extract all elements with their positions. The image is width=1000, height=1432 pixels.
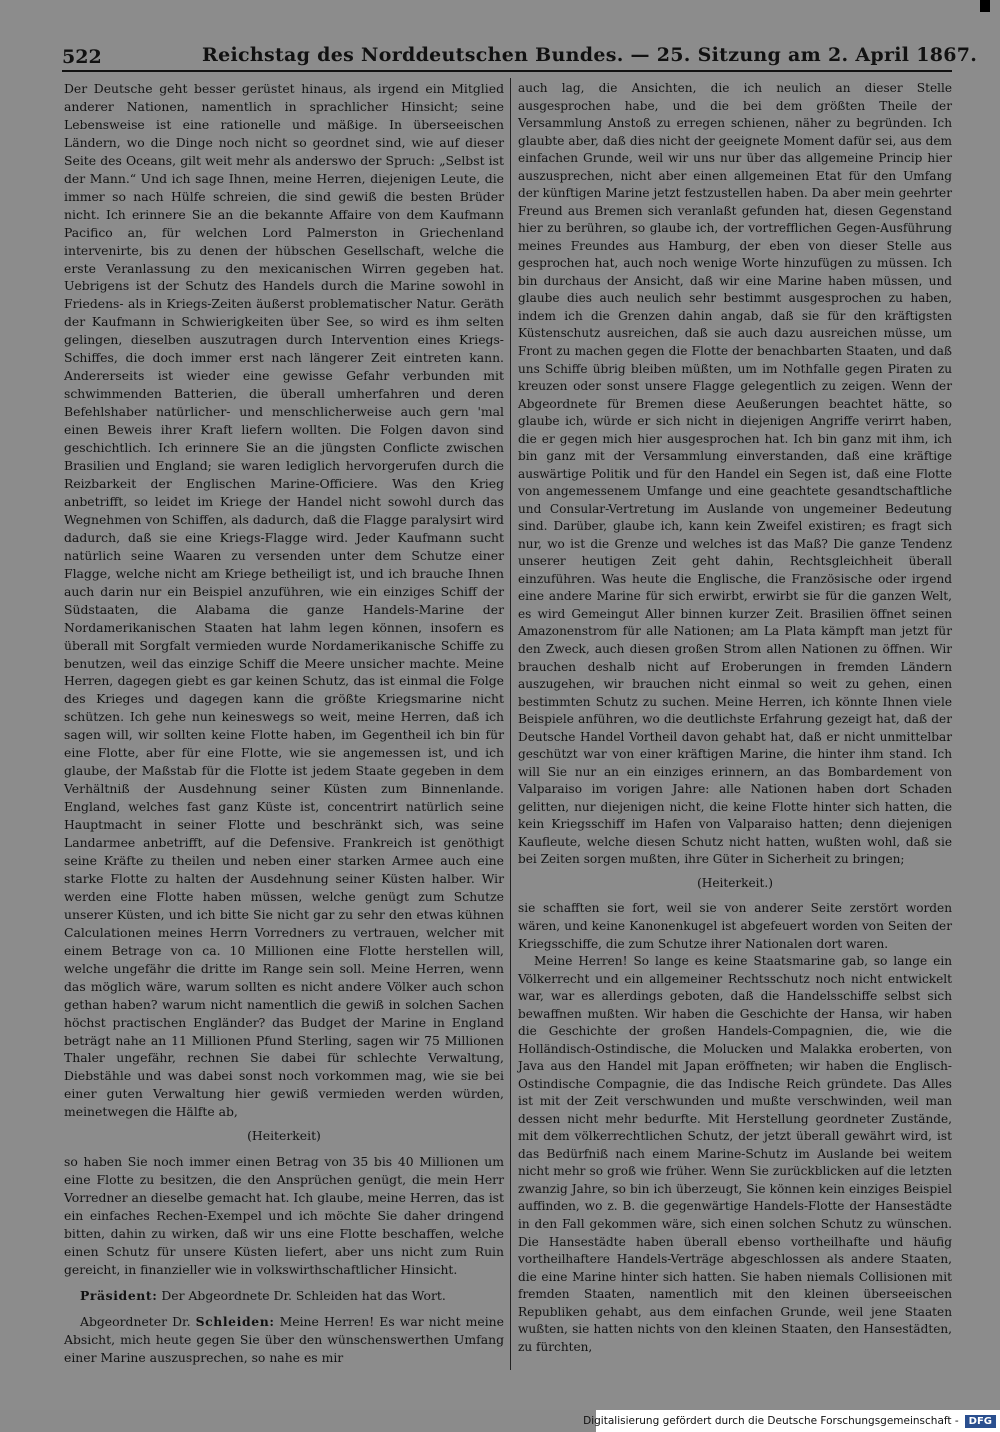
page-header [62,40,978,72]
president-statement [64,1287,504,1305]
column-divider [510,78,511,1370]
funding-credit: Digitalisierung gefördert durch die Deutsche Forschungsgemeinschaft - [583,1415,959,1427]
speaker-prefix: Abgeordneter Dr. [80,1313,196,1329]
stage-direction-laughter: (Heiterkeit) [247,1128,321,1144]
speaker-statement [64,1313,504,1367]
right-column [518,80,952,1356]
digitization-footer [583,1410,1000,1432]
right-paragraph-1: auch lag, die Ansichten, die ich neulich an dieser Stelle ausgesprochen habe, und die bei dem größten Theile der Versammlung Anstoß zu erregen schienen, näher zu begründen. Ich glaubte aber, daß dies nicht der geeignete Moment dafür sei, aus dem einfachen Grunde, weil wir uns nur über das allgemeine Princip hier auszusprechen, nicht aber einen allgemeinen Etat für den Umfang der künftigen Marine jetzt festzustellen haben. Da aber mein geehrter Freund aus Bremen sich veranlaßt gefunden hat, diesen Gegenstand hier zu berühren, so glaube ich, der vortrefflichen Gegen-Ausführung meines Freundes aus Hamburg, der eben von dieser Stelle aus gesprochen hat, auch noch wenige Worte hinzufügen zu müssen. Ich bin durchaus der Ansicht, daß wir eine Marine haben müssen, und glaube dies auch neulich sehr bestimmt ausgesprochen zu haben, indem ich die Grenzen dahin angab, daß sie für den kräftigsten Küstenschutz ausreichen, daß sie auch dazu ausreichen müsse, um Front zu machen gegen die Flotte der benachbarten Staaten, und daß uns Schiffe übrig bleiben müßten, um im Nothfalle gegen Piraten zu kreuzen oder sonst unsere Flagge gelegentlich zu zeigen. Wenn der Abgeordnete für Bremen diese Aeußerungen beachtet hätte, so glaube ich, würde er sich nicht in diejenigen Angriffe verirrt haben, die er gegen mich hier ausgesprochen hat. Ich bin ganz mit ihm, ich bin ganz mit der Versammlung einverstanden, daß eine kräftige auswärtige Politik und für den Handel ein Segen ist, daß eine Flotte von angemessenem Umfange und eine geachtete gesandtschaftliche und Consular-Vertretung im Auslande von ungemeiner Bedeutung sind. Darüber, glaube ich, kann kein Zweifel existiren; es fragt sich nur, wo ist die Grenze und welches ist das Maß? Die ganze Tendenz unserer heutigen Zeit geht dahin, Rechtsgleichheit überall einzuführen. Was heute die Englische, die Französische oder irgend eine andere Marine für sich erwirbt, erwirbt sie für die ganzen Welt, es wird Gemeingut Aller binnen kurzer Zeit. Brasilien öffnet seinen Amazonenstrom für alle Nationen; am La Plata kämpft man jetzt für den Zweck, auch diesen großen Strom allen Nationen zu öffnen. Wir brauchen deshalb nicht auf Eroberungen in fremden Ländern auszugehen, wir brauchen nicht einmal so weit zu gehen, einen bestimmten Schutz zu suchen. Meine Herren, ich könnte Ihnen viele Beispiele anführen, wo die deutlichste Erfahrung gezeigt hat, daß der Deutsche Handel Vortheil davon gehabt hat, daß er nicht unmittelbar geschützt war von einer kräftigen Marine, die hinter ihm stand. Ich will Sie nur an ein einziges erinnern, an das Bombardement von Valparaiso im vorigen Jahre: alle Nationen haben dort Schaden gelitten, nur diejenigen nicht, die keine Flotte hinter sich hatten, die kein Kriegsschiff im Hafen von Valparaiso hatten; denn diejenigen Kaufleute, welche diesen Schutz nicht hatten, wußten wohl, daß sie bei Zeiten sorgen mußten, ihre Güter in Sicherheit zu bringen; [518,81,952,867]
dfg-logo: DFG [965,1415,996,1428]
left-paragraph-2: so haben Sie noch immer einen Betrag von 35 bis 40 Millionen um eine Flotte zu besitzen, die den Ansprüchen genügt, die mein Herr Vorredner an dieselbe gemacht hat. Ich glaube, meine Herren, das ist ein einfaches Rechen-Exempel und ich möchte Sie daher dringend bitten, dahin zu wirken, daß wir uns eine Flotte beschaffen, welche einen Schutz für unsere Küsten liefert, aber uns nicht zum Ruin gereicht, in finanzieller wie in volkswirthschaftlicher Hinsicht. [64,1154,504,1277]
speaker-text: Meine Herren! Es war nicht meine Absicht, mich heute gegen Sie über den wünschenswerthen Umfang einer Marine auszusprechen, so nahe es mir [64,1313,504,1365]
president-label: Präsident: [80,1287,158,1303]
right-paragraph-3: Meine Herren! So lange es keine Staatsmarine gab, so lange ein Völkerrecht und ein allgemeiner Rechtsschutz noch nicht entwickelt war, war es allerdings geboten, daß die Handelsschiffe selbst sich bewaffnen mußten. Wir haben die Geschichte der Hansa, wir haben die Geschichte der großen Handels-Compagnien, die, wie die Holländisch-Ostindische, die Molucken und Malakka eroberten, von Java aus den Handel mit Japan eröffneten; wir haben die Englisch-Ostindische Compagnie, die das Indische Reich gründete. Das Alles ist mit der Zeit verschwunden und mußte verschwinden, weil man dessen nicht mehr bedurfte. Mit Herstellung geordneter Zustände, mit dem völkerrechtlichen Schutz, der jetzt überall gewährt wird, ist das Bedürfniß nach einem Marine-Schutz im Auslande bei weitem nicht mehr so groß wie früher. Wenn Sie zurückblicken auf die letzten zwanzig Jahre, so bin ich überzeugt, Sie können kein einziges Beispiel auffinden, wo z. B. die gegenwärtige Handels-Flotte der Hansestädte in den Fall gekommen wäre, sich einen solchen Schutz zu wünschen. Die Hansestädte haben überall ebenso vortheilhafte und häufig vortheilhaftere Handels-Verträge abgeschlossen als andere Staaten, die eine Marine hinter sich hatten. Sie haben niemals Collisionen mit fremden Staaten, namentlich mit den kleinen überseeischen Republiken gehabt, aus dem einfachen Grunde, weil jene Staaten wußten, sie hatten nichts von den kleinen Staaten, den Hansestädten, zu fürchten, [518,954,952,1354]
left-paragraph-1: Der Deutsche geht besser gerüstet hinaus, als irgend ein Mitglied anderer Nationen, namentlich in sprachlicher Hinsicht; seine Lebensweise ist eine rationelle und mäßige. In überseeischen Ländern, wo die Dinge noch nicht so geordnet sind, wie auf dieser Seite des Oceans, gilt weit mehr als anderswo der Spruch: „Selbst ist der Mann.“ Und ich sage Ihnen, meine Herren, diejenigen Leute, die immer so nach Hülfe schreien, die sind gewiß die besten Brüder nicht. Ich erinnere Sie an die bekannte Affaire von dem Kaufmann Pacifico an, für welchen Lord Palmerston in Griechenland intervenirte, bis zu denen der hübschen Gesellschaft, welche die erste Veranlassung zu den mexicanischen Wirren gegeben hat. Uebrigens ist der Schutz des Handels durch die Marine sowohl in Friedens- als in Kriegs-Zeiten äußerst problematischer Natur. Geräth der Kaufmann in Schwierigkeiten über See, so wird es ihm selten gelingen, dieselben auszutragen durch Intervention eines Kriegs-Schiffes, die doch immer erst nach längerer Zeit eintreten kann. Andererseits ist wieder eine gewisse Gefahr verbunden mit schwimmenden Batterien, die überall umherfahren und deren Befehlshaber natürlicher- und menschlicherweise auch gern 'mal einen Beweis ihrer Kraft liefern wollten. Die Folgen davon sind geschichtlich. Ich erinnere Sie an die jüngsten Conflicte zwischen Brasilien und England; sie waren lediglich hervorgerufen durch die Reizbarkeit der Englischen Marine-Officiere. Was den Krieg anbetrifft, so leidet im Kriege der Handel nicht sowohl durch das Wegnehmen von Schiffen, als dadurch, daß die Flagge paralysirt wird dadurch, daß sie eine Kriegs-Flagge wird. Jeder Kaufmann sucht natürlich seine Waaren zu versenden unter dem Schutze einer Flagge, welche nicht am Kriege betheiligt ist, und ich brauche Ihnen auch darin nur ein Beispiel anzuführen, wie ein einziges Schiff der Südstaaten, die Alabama die ganze Handels-Marine der Nordamerikanischen Staaten hat lahm legen können, insofern es überall mit Sorgfalt vermieden wurde Nordamerikanische Schiffe zu benutzen, weil das einzige Schiff die Meere unsicher machte. Meine Herren, dagegen giebt es gar keinen Schutz, das ist einmal die Folge des Krieges und dagegen kann die größte Kriegsmarine nicht schützen. Ich gehe nun keineswegs so weit, meine Herren, daß ich sagen will, wir sollten keine Flotte haben, im Gegentheil ich bin für eine Flotte, aber für eine Flotte, wie sie angemessen ist, und ich glaube, der Maßstab für die Flotte ist jedem Staate gegeben in dem Verhältniß der Ausdehnung seiner Küsten zum Binnenlande. England, welches fast ganz Küste ist, concentrirt natürlich seine Hauptmacht in seiner Flotte und beschränkt sich, was seine Landarmee anbetrifft, auf die Defensive. Frankreich ist genöthigt seine Kräfte zu theilen und neben einer starken Armee auch eine starke Flotte zu halten der Ausdehnung seiner Küsten halber. Wir werden eine Flotte haben müssen, welche genügt zum Schutze unserer Küsten, und ich bitte Sie nicht gar zu sehr den etwas kühnen Calculationen meines Herrn Vorredners zu vertrauen, welcher mit einem Betrage von ca. 10 Millionen eine Flotte herstellen will, welche ungefähr die dritte im Range sein soll. Meine Herren, wenn das möglich wäre, warum sollten es nicht andere Völker auch schon gethan haben? warum nicht namentlich die gewiß in solchen Sachen höchst practischen Engländer? das Budget der Marine in England beträgt nahe an 11 Millionen Pfund Sterling, sagen wir 75 Millionen Thaler ungefähr, rechnen Sie dabei für schlechte Verwaltung, Diebstähle und was dabei sonst noch vorkommen mag, wie sie bei einer guten Verwaltung hier gewiß vermieden werden würden, meinetwegen die Hälfte ab, [64,81,504,1120]
left-column [64,80,504,1367]
stage-direction-laughter-2: (Heiterkeit.) [697,875,773,890]
right-paragraph-2: sie schafften sie fort, weil sie von anderer Seite zerstört worden wären, und keine Kanonenkugel ist abgefeuert worden von Seiten der Kriegsschiffe, die zum Schutze ihrer Nationalen dort waren. [518,901,952,951]
page-number: 522 [62,46,102,68]
speaker-name: Schleiden: [195,1313,275,1329]
running-title: Reichstag des Norddeutschen Bundes. — 25. Sitzung am 2. April 1867. [202,44,978,66]
page-edge-mark [980,0,990,12]
president-text: Der Abgeordnete Dr. Schleiden hat das Wort. [157,1287,446,1303]
